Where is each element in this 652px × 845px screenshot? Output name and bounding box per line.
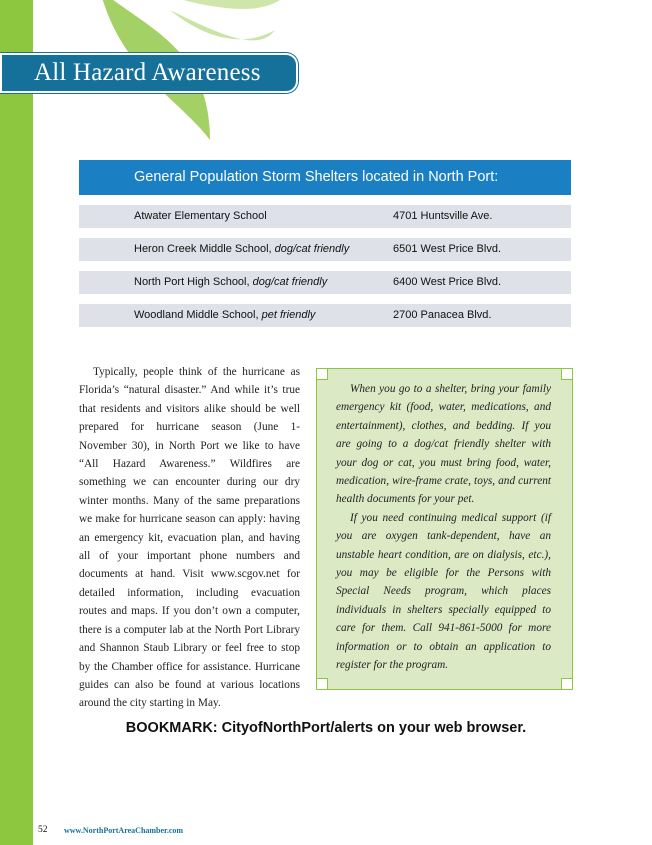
footer-url: www.NorthPortAreaChamber.com (64, 826, 184, 835)
shelter-name: Atwater Elementary School (134, 210, 267, 222)
table-row (79, 271, 571, 294)
bookmark-note: BOOKMARK: CityofNorthPort/alerts on your web browser. (125, 720, 527, 736)
shelter-name: North Port High School, dog/cat friendly (134, 276, 328, 288)
page-number: 52 (38, 825, 48, 835)
table-row (79, 304, 571, 327)
shelter-address: 2700 Panacea Blvd. (393, 309, 492, 321)
shelter-address: 4701 Huntsville Ave. (393, 210, 493, 222)
callout-paragraph: When you go to a shelter, bring your family emergency kit (food, water, medications, and entertainment), clothes, and bedding. If you are going to a dog/cat friendly shelter with your dog or cat, you must bring food, water, medication, wire-frame crate, toys, and current health documents for your pet. (336, 383, 551, 506)
shelter-address: 6400 West Price Blvd. (393, 276, 502, 288)
table-header: General Population Storm Shelters located in North Port: (79, 160, 571, 195)
table-row (79, 238, 571, 261)
shelter-address: 6501 West Price Blvd. (393, 243, 502, 255)
callout-text (336, 380, 551, 675)
page-title: All Hazard Awareness (34, 59, 261, 86)
callout-paragraph: If you need continuing medical support (if you are oxygen tank-dependent, have an unstable heart condition, are on dialysis, etc.), you may be eligible for the Persons with Special Needs program, which places individuals in shelters specially equipped to care for them. Call 941-861-5000 for more information or to obtain an application to register for the program. (336, 511, 551, 672)
shelter-name: Woodland Middle School, pet friendly (134, 309, 316, 321)
shelter-table (79, 160, 571, 327)
body-paragraph: Typically, people think of the hurricane as Florida’s “natural disaster.” And while it’s true that residents and visitors alike should be well prepared for hurricane season (June 1-November 30), in North Port we like to have “All Hazard Awareness.” Wildfires are something we can encounter during our dry winter months. Many of the same preparations we make for hurricane season can apply: having an emergency kit, evacuation plan, and having all of your important phone numbers and documents at hand. Visit www.scgov.net for detailed information, including evacuation routes and maps. If you don’t own a computer, there is a computer lab at the North Port Library and Shannon Staub Library or feel free to stop by the Chamber office for assistance. Hurricane guides can also be found at various locations around the city starting in May. (79, 366, 300, 710)
shelter-name: Heron Creek Middle School, dog/cat friendly (134, 243, 350, 255)
left-accent-bar (0, 0, 33, 845)
table-row (79, 205, 571, 228)
